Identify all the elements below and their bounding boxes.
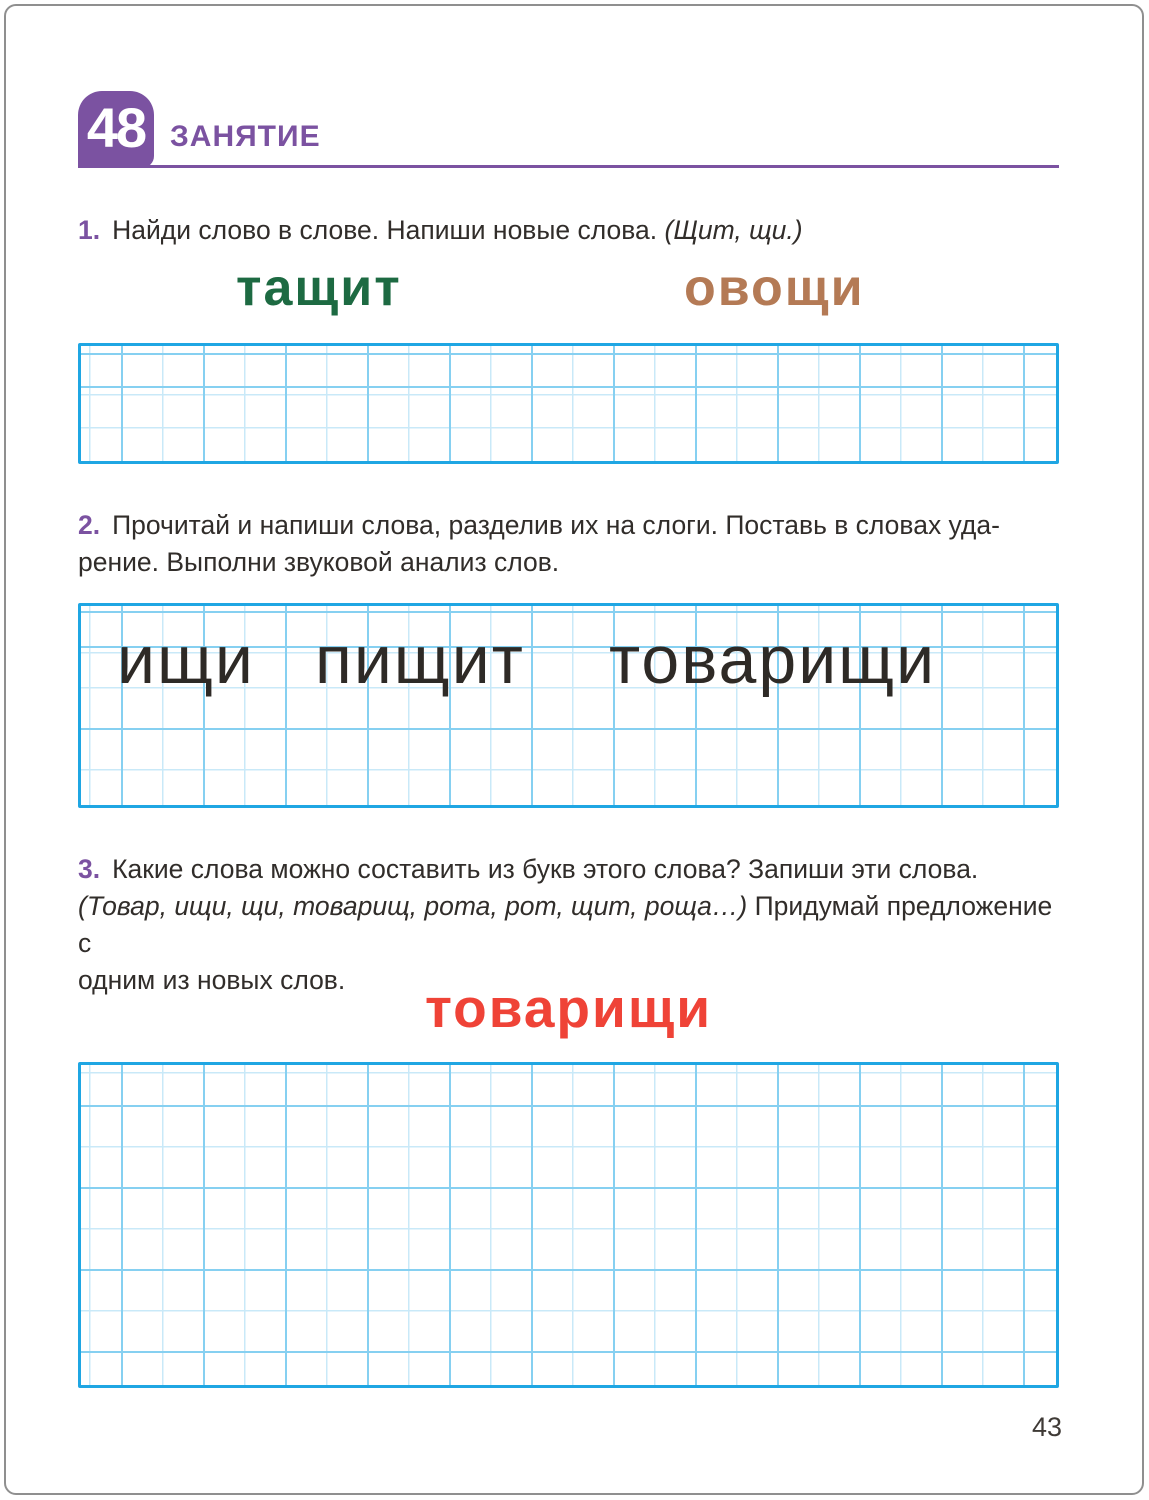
writing-grid-task3[interactable]	[78, 1062, 1059, 1388]
task3-line3: одним из новых слов.	[78, 965, 346, 995]
task3-examples-italic: (Товар, ищи, щи, товарищ, рота, рот, щит, роща…)	[78, 891, 748, 921]
task1-sample-words	[78, 256, 1059, 326]
task2-text	[78, 507, 1068, 581]
task1-hint: (Щит, щи.)	[664, 215, 803, 245]
task2-line2: рение. Выполни звуковой анализ слов.	[78, 547, 560, 577]
task3-instruction-line2: Придумай предложение с	[78, 891, 1053, 958]
page-number: 43	[1031, 1412, 1062, 1442]
template-word-3: товарищи	[609, 622, 937, 698]
template-word-1: ищи	[117, 622, 255, 698]
task1-text	[78, 212, 1068, 249]
sample-word-green: тащит	[236, 259, 402, 317]
task3-line2	[78, 888, 1068, 962]
task2-number: 2.	[78, 510, 101, 540]
task3-line1	[78, 851, 1068, 888]
task2-instruction-line1: Прочитай и напиши слова, разделив их на слоги. Поставь в словах уда-	[112, 510, 1000, 540]
lesson-number: 48	[86, 95, 146, 159]
task2-line1	[78, 507, 1068, 544]
task3-instruction-line1: Какие слова можно составить из букв этого слова? Запиши эти слова.	[112, 854, 979, 884]
sample-word-brown: овощи	[684, 259, 865, 317]
task3-highlight-word: товарищи	[424, 977, 713, 1039]
task1-number: 1.	[78, 215, 101, 245]
lesson-number-badge	[78, 91, 154, 168]
header-divider	[78, 165, 1059, 168]
task3-number: 3.	[78, 854, 101, 884]
template-word-2: пищит	[315, 622, 525, 698]
writing-grid-task1[interactable]	[78, 343, 1059, 464]
task1-instruction: Найди слово в слове. Напиши новые слова.	[112, 215, 658, 245]
lesson-title: ЗАНЯТИЕ	[170, 120, 321, 153]
writing-grid-task2[interactable]	[78, 603, 1059, 808]
